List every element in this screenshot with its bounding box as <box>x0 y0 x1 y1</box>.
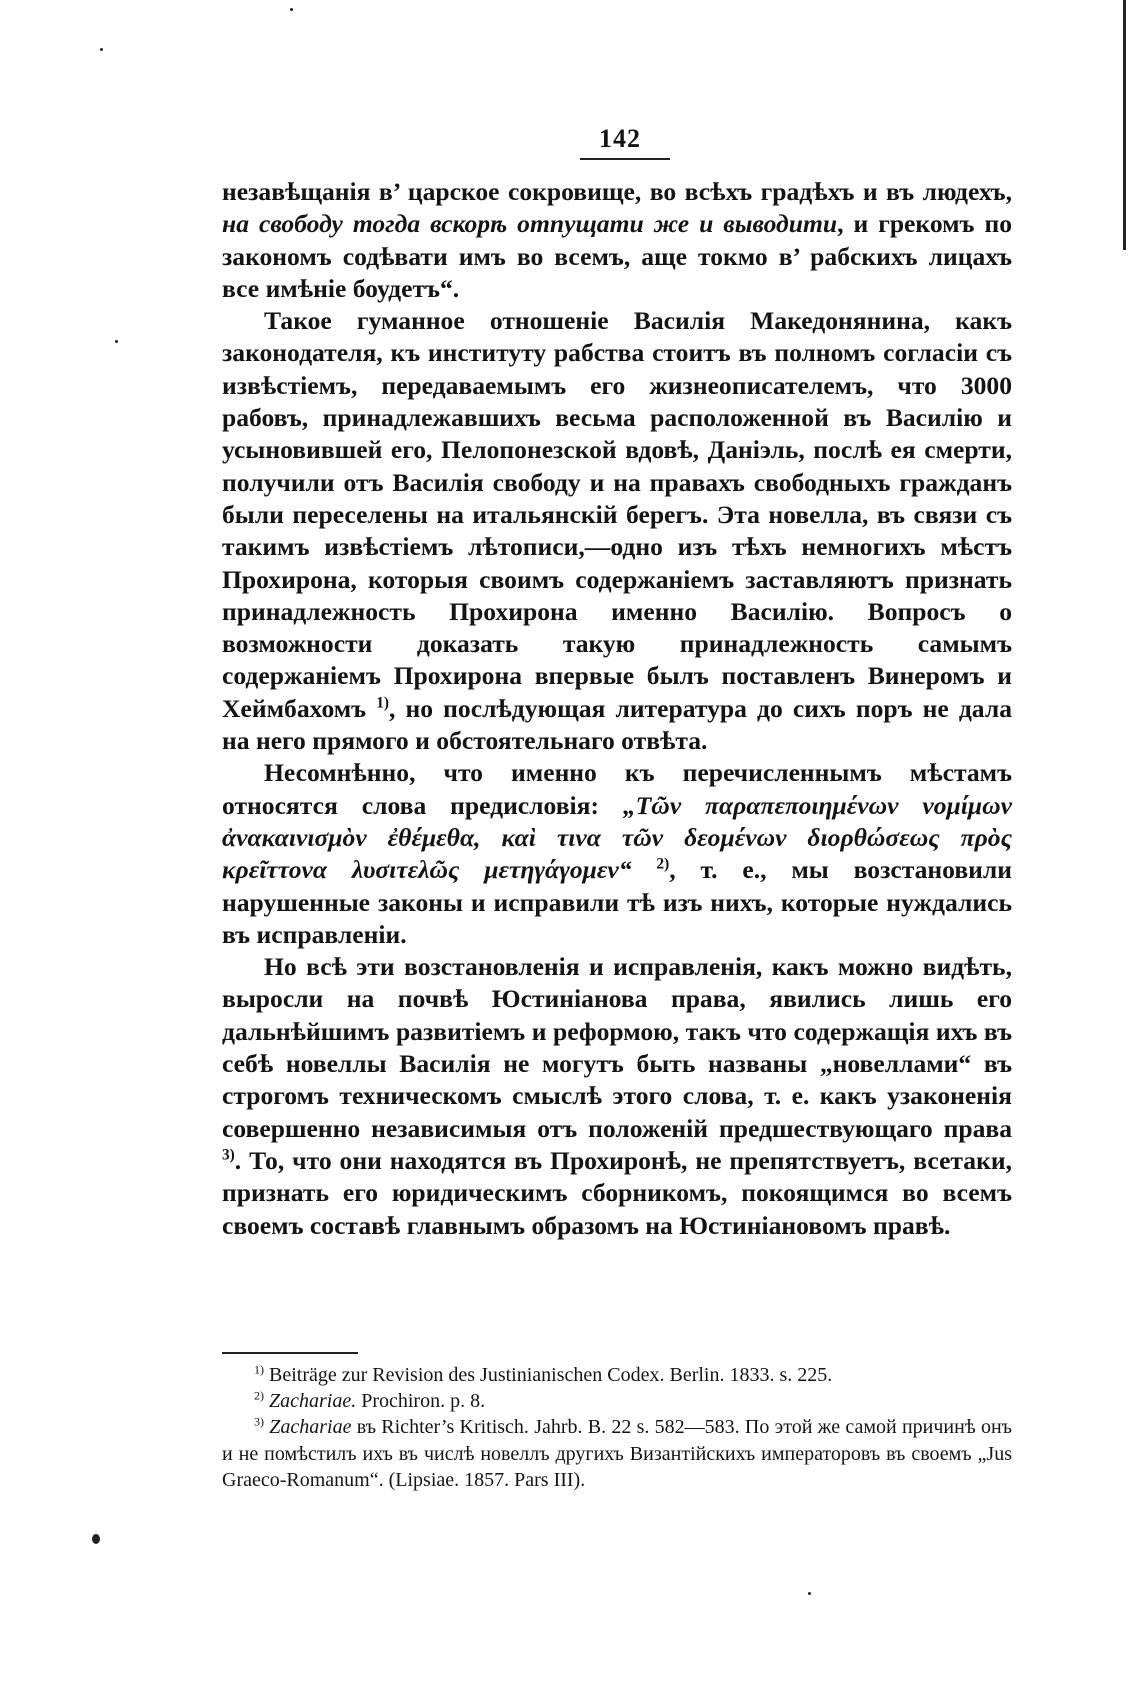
paragraph <box>222 951 1012 1242</box>
text-run: . То, что они находятся въ Прохиронѣ, не препятствуетъ, всетаки, признать его юридическимъ сборникомъ, покоящимся во всемъ своемъ составѣ главнымъ образомъ на Юстиніановомъ правѣ. <box>222 1145 1012 1240</box>
scan-speck <box>115 340 118 343</box>
footnote-ref: 2) <box>656 855 670 873</box>
footnote-marker: 2) <box>254 1388 264 1403</box>
text-run: Такое гуманное отношеніе Василія Македонянина, какъ законодателя, къ институту рабства стоитъ въ полномъ согласіи съ извѣстіемъ, передаваемымъ его жизнеописателемъ, что 3000 рабовъ, принадлежавшихъ весьма расположенной въ Василію и усыновившей его, Пелопонезской вдовѣ, Даніэль, послѣ ея смерти, получили отъ Василія свободу и на правахъ свободныхъ гражданъ были переселены на итальянскій берегъ. Эта новелла, въ связи съ такимъ извѣстіемъ лѣтописи,—одно изъ тѣхъ немногихъ мѣстъ Прохирона, которыя своимъ содержаніемъ заставляютъ признать принадлежность Прохирона именно Василію. Вопросъ о возможности доказать такую принадлежность самымъ содержаніемъ Прохирона впервые былъ поставленъ Винеромъ и Хеймбахомъ <box>222 306 1012 723</box>
greek-quotation: „Τῶν παραπεποιημένων νομίμων ἀνακαινισμὸν ἐθέμεθα, καὶ τινα τῶν δεομένων διορθώσεως πρὸς κρεῖττονα λυσιτελῶς μετηγάγομεν“ <box>222 790 1012 885</box>
text-run: Несомнѣнно, что именно къ перечисленнымъ мѣстамъ относятся слова предисловія: <box>222 758 1012 820</box>
footnote-marker: 3) <box>254 1414 264 1429</box>
scan-speck <box>92 1534 100 1544</box>
footnote-separator <box>222 1352 358 1354</box>
page-number-underline <box>580 158 670 160</box>
text-run <box>632 855 657 884</box>
paragraph <box>222 176 1012 305</box>
text-run: , и грекомъ по закономъ содѣвати имъ во всемъ, аще токмо в’ рабскихъ лицахъ все имѣніе боудетъ“. <box>222 209 1012 303</box>
text-run: , т. е., мы возстановили нарушенные законы и исправили тѣ изъ нихъ, которые нуждались въ исправленіи. <box>222 855 1012 949</box>
paragraph <box>222 305 1012 757</box>
footnote <box>222 1388 1012 1414</box>
text-run: Но всѣ эти возстановленія и исправленія, какъ можно видѣть, выросли на почвѣ Юстиніанова права, явились лишь его дальнѣйшимъ развитіемъ и реформою, такъ что содержащія ихъ въ себѣ новеллы Василія не могутъ быть названы „новеллами“ въ строгомъ техническомъ смыслѣ этого слова, т. е. какъ узаконенія совершенно независимыя отъ положеній предшествующаго права <box>222 952 1012 1143</box>
scan-speck <box>100 48 103 51</box>
footnotes <box>222 1362 1012 1493</box>
text-run: Beiträge zur Revision des Justinianischen Codex. Berlin. 1833. s. 225. <box>264 1364 833 1386</box>
footnote-marker: 1) <box>254 1362 264 1377</box>
italic-text-run: на свободу тогда вскорѣ отпущати же и выводити <box>222 209 838 239</box>
page-number: 142 <box>599 124 641 153</box>
italic-text-run: Zachariae. <box>269 1390 357 1413</box>
footnote-ref: 3) <box>222 1146 235 1164</box>
text-run: въ Richter’s Kritisch. Jahrb. B. 22 s. 582—583. По этой же самой причинѣ онъ и не помѣстилъ ихъ въ числѣ новеллъ другихъ Византійскихъ императоровъ въ своемъ „Jus Graeco-Romanum“. (Lipsiae. 1857. Pars III). <box>222 1416 1013 1491</box>
italic-text-run: Zachariae <box>269 1416 352 1439</box>
text-run: , но послѣдующая литература до сихъ поръ не дала на него прямого и обстоятельнаго отвѣта. <box>222 693 1012 756</box>
text-run: незавѣщанія в’ царское сокровище, во всѣхъ градѣхъ и въ людехъ, <box>222 177 1012 206</box>
page-edge-shadow <box>1123 0 1126 250</box>
main-text <box>222 176 1012 1242</box>
paragraph <box>222 757 1012 951</box>
footnote-ref: 1) <box>376 694 390 712</box>
text-run: Prochiron. p. 8. <box>356 1390 486 1413</box>
scan-speck <box>290 8 293 11</box>
footnote <box>222 1362 1012 1388</box>
scan-speck <box>808 1592 811 1595</box>
footnote <box>222 1414 1012 1493</box>
